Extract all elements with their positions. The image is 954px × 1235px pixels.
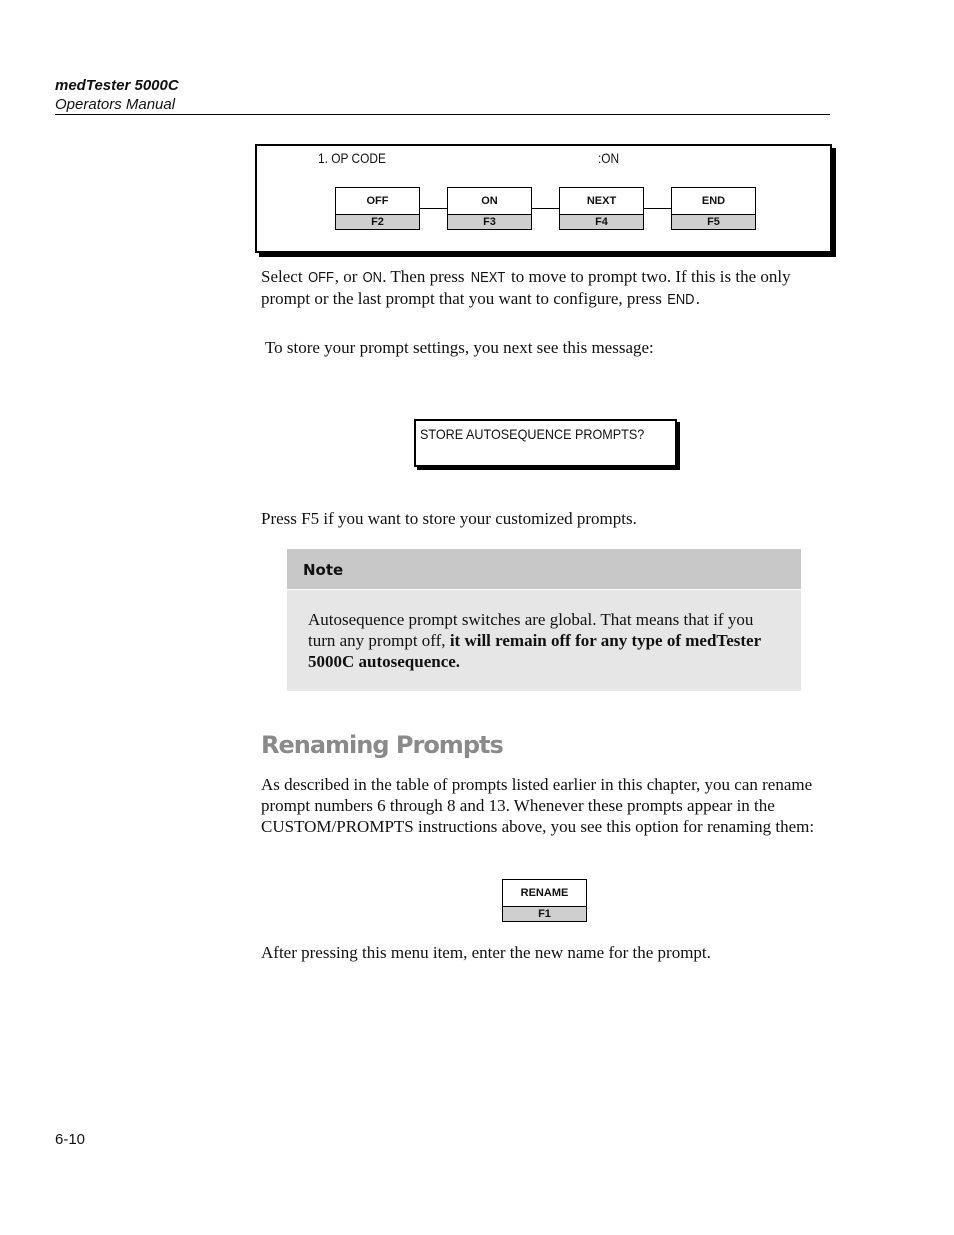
- text-run: . Then press: [382, 267, 469, 286]
- key-function: F5: [672, 215, 755, 229]
- note-text-bold: it will remain off for any type of medTester 5000C autosequence.: [308, 631, 761, 671]
- note-title: Note: [287, 549, 801, 589]
- key-label: NEXT: [560, 188, 643, 215]
- note-body: [287, 590, 801, 691]
- header-divider: [55, 114, 830, 115]
- note-text: [308, 609, 778, 672]
- note-box: [287, 549, 801, 691]
- rename-key[interactable]: [502, 879, 587, 922]
- renaming-paragraph: As described in the table of prompts listed earlier in this chapter, you can rename prompt numbers 6 through 8 and 13. Whenever these prompts appear in the CUSTOM/PROMPTS instructions above, you see this option for renaming them:: [261, 775, 815, 836]
- press-f5-paragraph: Press F5 if you want to store your customized prompts.: [261, 509, 637, 528]
- section-heading: Renaming Prompts: [261, 731, 503, 759]
- store-intro-paragraph: To store your prompt settings, you next see this message:: [261, 338, 654, 357]
- key-connector: [418, 208, 447, 209]
- lcd-screen-op-code: [255, 144, 832, 253]
- text-run: .: [695, 289, 701, 308]
- key-function: F1: [503, 907, 586, 921]
- key-label: RENAME: [503, 880, 586, 907]
- screen-prompt-value: :ON: [598, 150, 620, 166]
- manual-title: medTester 5000C: [55, 77, 179, 94]
- screen-prompt-label: 1. OP CODE: [318, 150, 386, 166]
- instruction-paragraph: [261, 266, 829, 310]
- key-connector: [642, 208, 671, 209]
- key-name: NEXT: [470, 269, 505, 286]
- function-key-row: [335, 187, 757, 231]
- text-run: Select: [261, 267, 307, 286]
- key-function: F3: [448, 215, 531, 229]
- key-label: OFF: [336, 188, 419, 215]
- key-name: END: [667, 291, 695, 308]
- text-run: to move to prompt two. If this is the only prompt or the last prompt that you want to configure, press: [261, 267, 791, 308]
- key-connector: [530, 208, 559, 209]
- key-function: F4: [560, 215, 643, 229]
- note-text-normal: Autosequence prompt switches are global. That means that if you turn any prompt off,: [308, 610, 754, 650]
- next-key[interactable]: [559, 187, 644, 230]
- off-key[interactable]: [335, 187, 420, 230]
- page-header: [55, 76, 830, 114]
- end-key[interactable]: [671, 187, 756, 230]
- lcd-screen-store: [414, 419, 677, 467]
- key-label: ON: [448, 188, 531, 215]
- key-label: END: [672, 188, 755, 215]
- on-key[interactable]: [447, 187, 532, 230]
- page-number: 6-10: [55, 1131, 86, 1148]
- text-run: , or: [334, 267, 362, 286]
- store-message: STORE AUTOSEQUENCE PROMPTS?: [420, 426, 645, 442]
- after-pressing-paragraph: After pressing this menu item, enter the new name for the prompt.: [261, 943, 711, 962]
- key-function: F2: [336, 215, 419, 229]
- key-name: OFF: [307, 269, 334, 286]
- key-name: ON: [362, 269, 382, 286]
- manual-subtitle: Operators Manual: [55, 96, 176, 113]
